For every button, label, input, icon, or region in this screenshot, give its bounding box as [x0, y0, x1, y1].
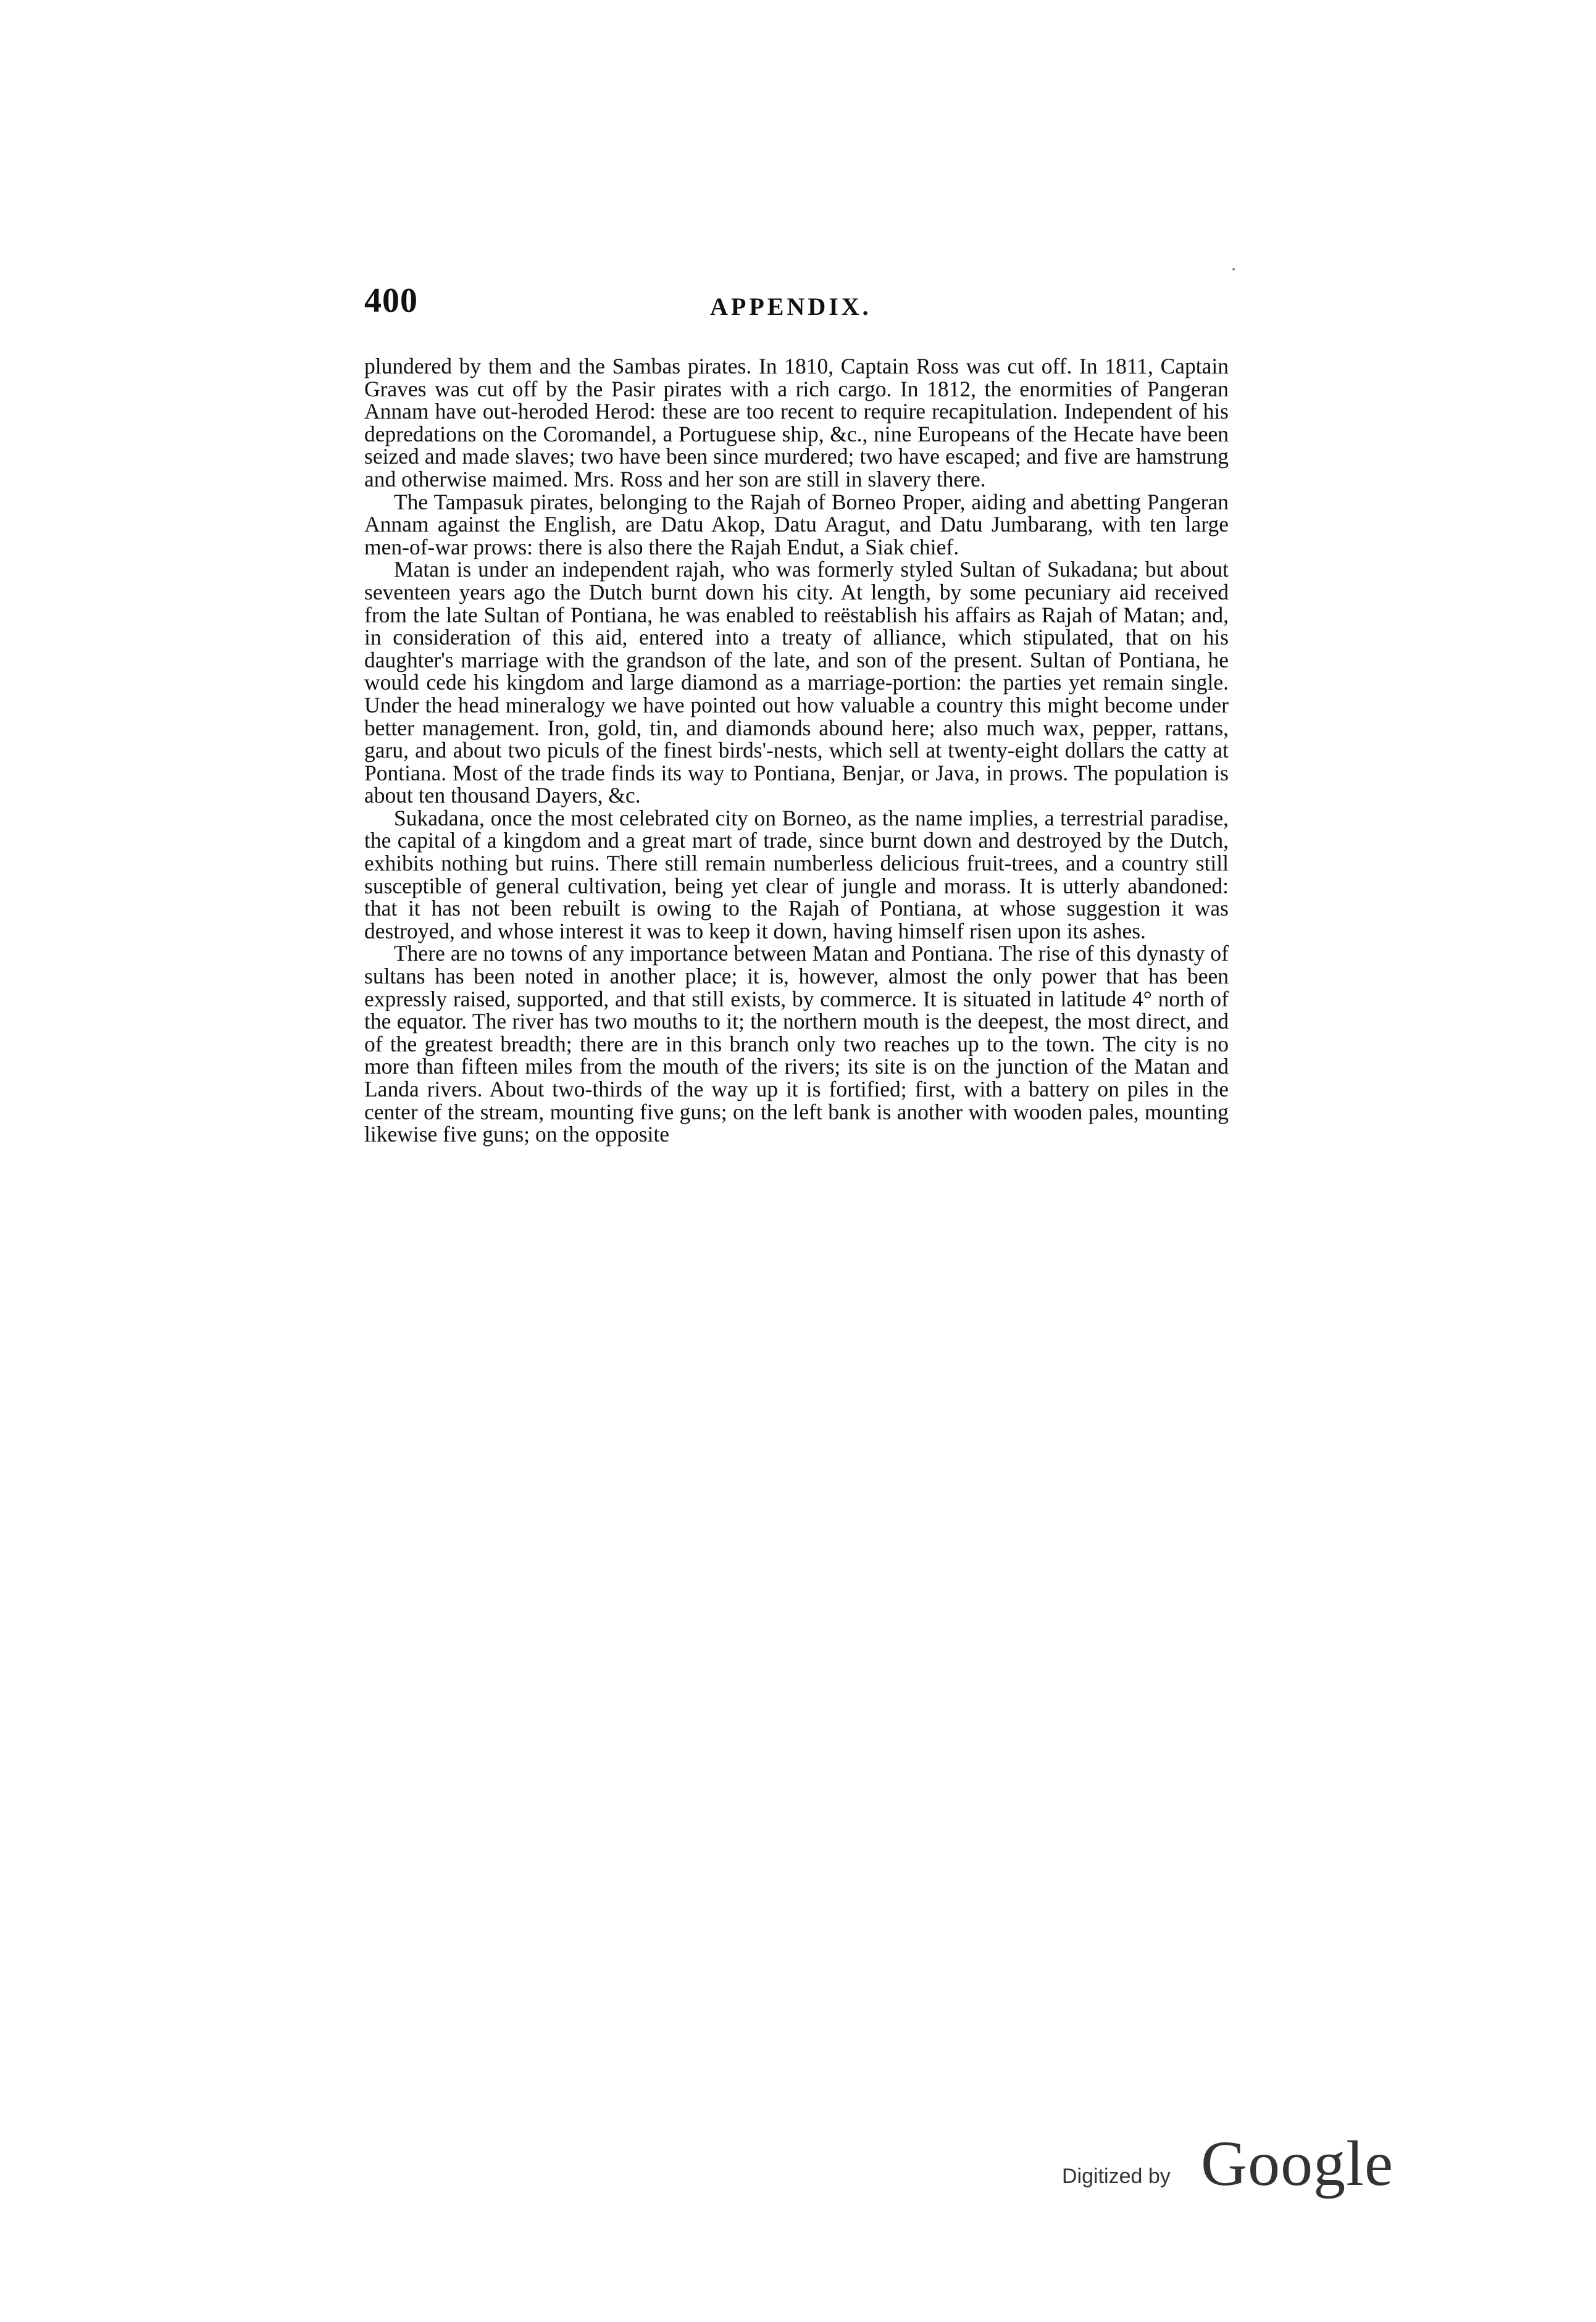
google-logo: Google	[1201, 2128, 1394, 2199]
paragraph: plundered by them and the Sambas pirates. In 1810, Captain Ross was cut off. In 1811, Captain Graves was cut off by the Pasir pirates with a rich cargo. In 1812, the enormities of Pangeran Annam have out-heroded Herod: these are too recent to require recapitulation. Independent of his depredations on the Coromandel, a Portuguese ship, &c., nine Europeans of the Hecate have been seized and made slaves; two have been since murdered; two have escaped; and five are hamstrung and otherwise maimed. Mrs. Ross and her son are still in slavery there.	[364, 354, 1229, 491]
paragraph: The Tampasuk pirates, belonging to the Rajah of Borneo Proper, aiding and abetting Pangeran Annam against the English, are Datu Akop, Datu Aragut, and Datu Jumbarang, with ten large men-of-war prows: there is also there the Rajah Endut, a Siak chief.	[364, 489, 1229, 559]
running-head: APPENDIX.	[710, 293, 872, 320]
page-number: 400	[364, 282, 418, 320]
paragraph: Sukadana, once the most celebrated city on Borneo, as the name implies, a terrestrial paradise, the capital of a kingdom and a great mart of trade, since burnt down and destroyed by the Dutch, exhibits nothing but ruins. There still remain numberless delicious fruit-trees, and a country still susceptible of general cultivation, being yet clear of jungle and morass. It is utterly abandoned: that it has not been rebuilt is owing to the Rajah of Pontiana, at whose suggestion it was destroyed, and whose interest it was to keep it down, having himself risen upon its ashes.	[364, 805, 1229, 943]
body-text	[364, 355, 1229, 1146]
scan-speck	[1232, 268, 1235, 270]
paragraph: Matan is under an independent rajah, who was formerly styled Sultan of Sukadana; but about seventeen years ago the Dutch burnt down his city. At length, by some pecuniary aid received from the late Sultan of Pontiana, he was enabled to reëstablish his affairs as Rajah of Matan; and, in consideration of this aid, entered into a treaty of alliance, which stipulated, that on his daughter's marriage with the grandson of the late, and son of the present. Sultan of Pontiana, he would cede his kingdom and large diamond as a marriage-portion: the parties yet remain single. Under the head mineralogy we have pointed out how valuable a country this might become under better management. Iron, gold, tin, and diamonds abound here; also much wax, pepper, rattans, garu, and about two piculs of the finest birds'-nests, which sell at twenty-eight dollars the catty at Pontiana. Most of the trade finds its way to Pontiana, Benjar, or Java, in prows. The population is about ten thousand Dayers, &c.	[364, 557, 1229, 808]
digitized-by-text: Digitized by	[1062, 2165, 1171, 2188]
digitization-watermark	[1062, 2130, 1408, 2204]
page-header	[364, 281, 1229, 330]
paragraph: There are no towns of any importance between Matan and Pontiana. The rise of this dynasty of sultans has been noted in another place; it is, however, almost the only power that has been expressly raised, supported, and that still exists, by commerce. It is situated in latitude 4° north of the equator. The river has two mouths to it; the northern mouth is the deepest, the most direct, and of the greatest breadth; there are in this branch only two reaches up to the town. The city is no more than fifteen miles from the mouth of the rivers; its site is on the junction of the Matan and Landa rivers. About two-thirds of the way up it is fortified; first, with a battery on piles in the center of the stream, mounting five guns; on the left bank is another with wooden pales, mounting likewise five guns; on the opposite	[364, 941, 1229, 1147]
